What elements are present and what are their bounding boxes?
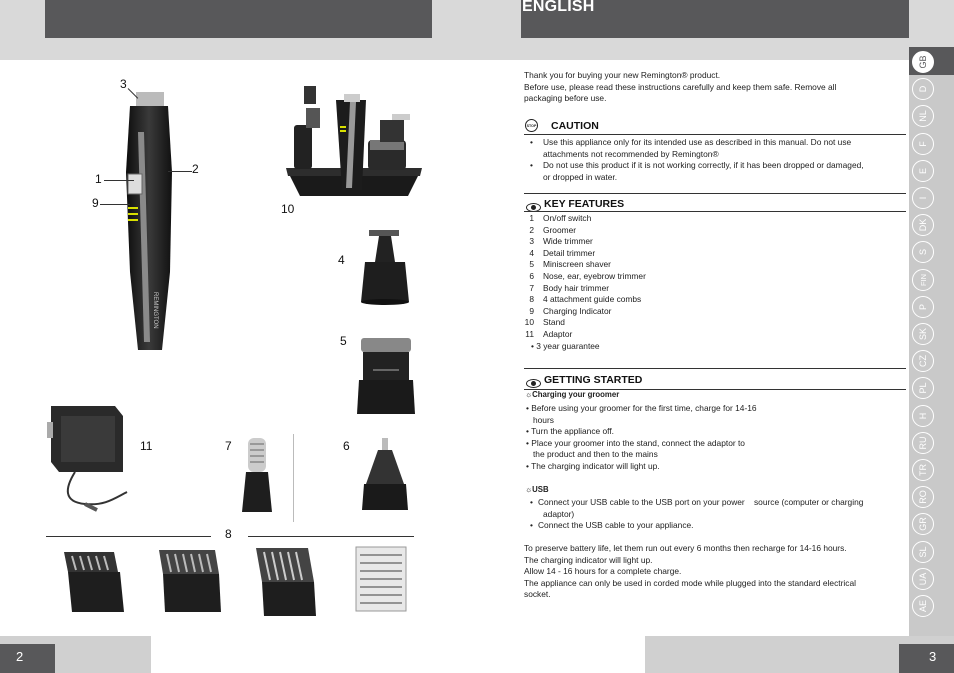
right-page-number-box [899,644,954,673]
intro-text [524,70,894,105]
callout-3: 3 [120,77,127,91]
left-page-number-box [0,644,55,673]
language-tab-sk[interactable]: SK [912,323,934,345]
combs-rule-right [248,536,414,537]
feature-label: Stand [543,317,565,328]
device-brand-text: REMINGTON [152,292,158,329]
feature-label: Charging Indicator [543,305,612,316]
guarantee-text: • 3 year guarantee [531,341,600,351]
feature-number: 8 [529,294,534,305]
feature-item [524,236,646,248]
language-tab-ae[interactable]: AE [912,595,934,617]
usb-subheading: ☼USB [525,485,549,494]
caution-line: or dropped in water. [543,171,618,182]
feature-number: 10 [524,317,534,328]
language-tab-dk[interactable]: DK [912,214,934,236]
features-heading: KEY FEATURES [544,198,625,210]
intro-line: Thank you for buying your new Remington® product. [524,70,721,80]
feature-item [524,259,646,271]
left-header-bar [45,0,432,38]
battery-text [524,543,904,601]
language-tab-ro[interactable]: RO [912,486,934,508]
caution-item: • Use this appliance only for its intended use as described in this manual. Do not use attachments not recommended by Remington® • Do not use this product if it is not working correctly, if it has been dropped or damaged, or dropped in water. [530,137,864,182]
page-title: ENGLISH [522,0,595,15]
language-tab-e[interactable]: E [912,160,934,182]
feature-item [524,248,646,260]
language-tab-gr[interactable]: GR [912,513,934,535]
usb-line: Connect the USB cable to your appliance. [538,520,694,530]
charging-line: hours [526,414,554,425]
sun-icon: ☼ [525,390,533,399]
features-rule [524,211,906,212]
leader-line-2 [168,171,192,172]
charging-line: • Before using your groomer for the first time, charge for 14-16 [526,403,757,413]
charging-steps [526,403,757,472]
guide-comb-1-image [58,548,138,618]
feature-label: Detail trimmer [543,247,596,258]
feature-item [524,271,646,283]
guide-comb-2-image [153,546,233,618]
language-tab-nl[interactable]: NL [912,105,934,127]
feature-item [524,317,646,329]
sun-icon: ☼ [525,485,533,494]
charging-subheading: ☼Charging your groomer [525,390,620,399]
guide-comb-4-image [350,545,414,615]
callout-4: 4 [338,253,345,267]
groomer-device-image [110,92,190,357]
usb-line: Connect your USB cable to the USB port on your power source (computer or charging [538,497,864,507]
feature-label: Adaptor [543,328,573,339]
callout-10: 10 [281,202,295,216]
nose-ear-trimmer-image [360,436,410,514]
callout-6: 6 [343,439,350,453]
language-tab-ua[interactable]: UA [912,568,934,590]
miniscreen-shaver-image [353,334,419,416]
feature-label: 4 attachment guide combs [543,294,642,305]
feature-item [524,283,646,295]
callout-5: 5 [340,334,347,348]
language-tab-s[interactable]: S [912,241,934,263]
usb-line: adaptor) [543,508,575,519]
feature-number: 1 [529,213,534,223]
feature-label: Body hair trimmer [543,282,610,293]
caution-line: Use this appliance only for its intended use as described in this manual. Do not use [543,137,852,147]
feature-item [524,329,646,341]
feature-number: 7 [529,282,534,293]
feature-number: 3 [529,236,534,247]
guide-comb-3-image [250,546,330,620]
caution-rule [524,134,906,135]
language-tab-i[interactable]: I [912,187,934,209]
callout-11: 11 [140,439,153,453]
callout-7: 7 [225,439,232,453]
feature-number: 6 [529,270,534,281]
feature-label: Groomer [543,224,577,235]
charging-line: • Turn the appliance off. [526,426,614,436]
started-heading: GETTING STARTED [544,374,643,386]
charging-line: • The charging indicator will light up. [526,460,660,471]
language-tab-fin[interactable]: FIN [912,269,934,291]
language-tab-p[interactable]: P [912,296,934,318]
stop-icon-text: STOP [526,123,537,128]
callout-9: 9 [92,196,99,210]
usb-steps: • Connect your USB cable to the USB port on your power source (computer or charging adaptor) • Connect the USB cable to your appliance. [530,497,864,530]
language-tab-sl[interactable]: SL [912,541,934,563]
callout-2: 2 [192,162,199,176]
callout-8: 8 [225,527,232,541]
stop-icon [525,119,538,132]
language-tab-pl[interactable]: PL [912,377,934,399]
left-page-number: 2 [16,649,24,664]
stand-image [284,80,424,200]
feature-label: Miniscreen shaver [543,259,611,270]
feature-number: 11 [525,328,534,339]
divider-vertical [293,434,294,522]
feature-label: On/off switch [543,213,592,223]
callout-1: 1 [95,172,102,186]
features-top-rule [524,193,906,194]
battery-line: Allow 14 - 16 hours for a complete charge. [524,566,682,576]
charging-line: • Place your groomer into the stand, connect the adaptor to [526,437,745,448]
caution-heading: CAUTION [551,120,599,132]
feature-number: 9 [529,305,534,316]
intro-line: Before use, please read these instructions carefully and keep them safe. Remove all [524,81,837,92]
feature-number: 2 [529,224,534,235]
detail-trimmer-image [355,228,415,306]
feature-number: 4 [529,247,534,258]
body-hair-trimmer-image [236,436,276,516]
language-tab-gb[interactable]: GB [912,51,934,73]
caution-line: attachments not recommended by Remington® [543,148,719,159]
feature-number: 5 [529,259,534,270]
language-tab-ru[interactable]: RU [912,432,934,454]
language-tab-cz[interactable]: CZ [912,350,934,372]
leader-line-9 [100,204,130,205]
feature-item [524,306,646,318]
header-band [0,38,954,60]
started-top-rule [524,368,906,369]
language-tab-h[interactable]: H [912,405,934,427]
battery-line: To preserve battery life, let them run out every 6 months then recharge for 14-16 hours. [524,543,847,553]
charging-line: the product and then to the mains [526,449,658,459]
intro-line: packaging before use. [524,93,607,103]
feature-label: Nose, ear, eyebrow trimmer [543,270,646,281]
adaptor-image [45,402,135,517]
battery-line: The charging indicator will light up. [524,554,653,565]
battery-line: The appliance can only be used in corded mode while plugged into the standard electrical [524,577,856,588]
feature-item [524,294,646,306]
feature-item [524,225,646,237]
language-tab-tr[interactable]: TR [912,459,934,481]
feature-item [524,213,646,225]
right-page-number: 3 [929,649,937,664]
language-tab-d[interactable]: D [912,78,934,100]
features-list [524,213,646,341]
feature-label: Wide trimmer [543,236,593,247]
language-tab-f[interactable]: F [912,133,934,155]
battery-line: socket. [524,589,551,599]
leader-line-1 [104,180,134,181]
combs-rule-left [46,536,211,537]
caution-line: Do not use this product if it is not working correctly, if it has been dropped or damaged, [543,160,864,170]
